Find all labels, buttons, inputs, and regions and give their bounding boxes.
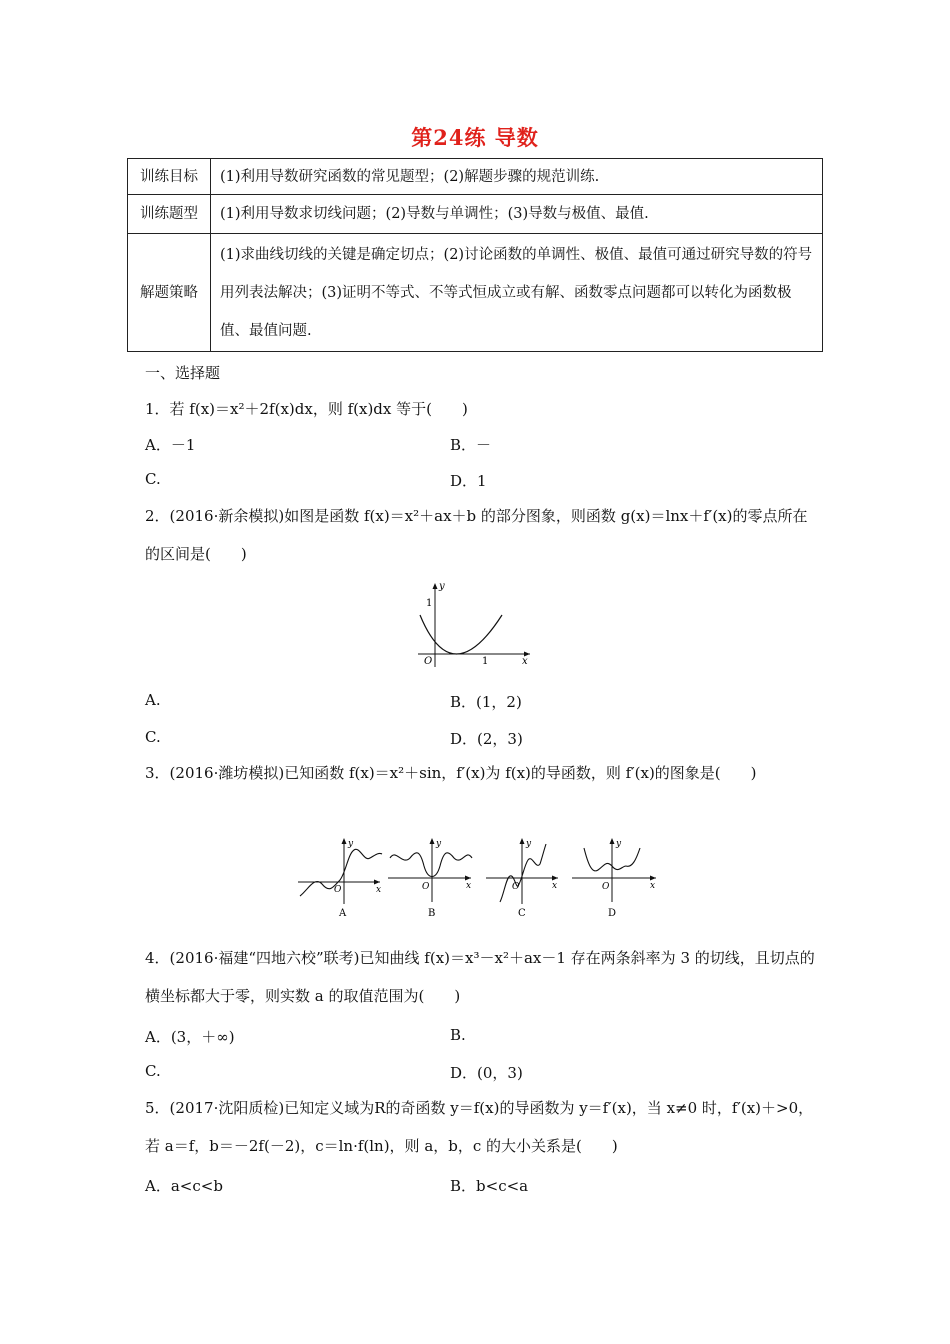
row-header: 解题策略 [128,234,211,352]
section-heading: 一、选择题 [145,364,221,382]
q3-stem: 3．(2016·潍坊模拟)已知函数 f(x)＝x²＋sin，f′(x)为 f(x)的导函数，则 f′(x)的图象是( ) [145,764,757,782]
q3-b-y: y [436,839,442,849]
q2-stem: 2．(2016·新余模拟)如图是函数 f(x)＝x²＋ax＋b 的部分图象，则函数 g(x)＝lnx＋f′(x)的零点所在的区间是( ) [145,507,808,563]
q3-c-y: y [526,839,532,849]
q3-b-x: x [466,881,472,891]
q2-tick-1-y: 1 [426,598,433,609]
q2-tick-1-x: 1 [482,656,489,667]
table-row [128,234,823,352]
q4-option-b: B. [450,1026,466,1044]
q4-option-d: D．(0，3) [450,1064,523,1082]
q3-a-y: y [348,839,354,849]
q5-option-a: A．a<c<b [145,1177,223,1195]
q4-stem: 4．(2016·福建“四地六校”联考)已知曲线 f(x)＝x³－x²＋ax－1 存在两条斜率为 3 的切线，且切点的横坐标都大于零，则实数 a 的取值范围为( ) [145,949,815,1005]
q2-origin-label: O [424,656,433,667]
row-content: (1)求曲线切线的关键是确定切点；(2)讨论函数的单调性、极值、最值可通过研究导数的符号用列表法解决；(3)证明不等式、不等式恒成立或有解、函数零点问题都可以转化为函数极值、最值问题. [211,234,823,352]
q4-option-c: C. [145,1062,161,1080]
q3-graph-b [388,838,472,919]
q3-d-label: D [608,908,617,919]
q1-option-a: A．－1 [145,436,196,454]
q3-a-label: A [339,908,347,919]
q2-axis-y-label: y [439,581,445,592]
q3-c-origin: O [512,882,520,892]
q3-d-x: x [650,881,656,891]
row-header: 训练目标 [128,159,211,195]
q3-graph-c [486,838,558,919]
q1-option-c: C. [145,470,161,488]
q4-option-a: A．(3，＋∞) [145,1028,235,1046]
q2-parabola-graph [410,575,535,670]
q3-options-graphs [296,836,661,921]
q3-d-y: y [616,839,622,849]
q3-graph-a [298,838,382,919]
table-row [128,195,823,234]
q3-a-origin: O [334,885,342,895]
q2-option-a: A. [145,691,161,709]
page-title: 第24练 导数 [411,125,539,150]
q2-option-d: D．(2，3) [450,730,523,748]
q5-stem: 5．(2017·沈阳质检)已知定义域为R的奇函数 y＝f(x)的导函数为 y＝f′(x)，当 x≠0 时，f′(x)＋>0，若 a＝f，b＝－2f(－2)，c＝ln·f(ln)，则 a，b，c 的大小关系是( ) [145,1099,814,1155]
q2-axis-x-label: x [522,656,528,667]
table-row [128,159,823,195]
q3-a-x: x [376,885,382,895]
q1-option-d: D．1 [450,472,487,490]
q1-option-b: B．－ [450,436,492,454]
row-content: (1)利用导数研究函数的常见题型；(2)解题步骤的规范训练. [211,159,823,195]
q3-b-label: B [428,908,436,919]
q3-d-origin: O [602,882,610,892]
training-info-table [127,158,823,352]
row-content: (1)利用导数求切线问题；(2)导数与单调性；(3)导数与极值、最值. [211,195,823,234]
q1-stem: 1．若 f(x)＝x²＋2f(x)dx，则 f(x)dx 等于( ) [145,400,468,418]
q2-option-b: B．(1，2) [450,693,522,711]
q3-b-origin: O [422,882,430,892]
q5-option-b: B．b<c<a [450,1177,529,1195]
q3-c-x: x [552,881,558,891]
q3-c-label: C [518,908,526,919]
q3-graph-d [572,838,656,919]
row-header: 训练题型 [128,195,211,234]
q2-option-c: C. [145,728,161,746]
